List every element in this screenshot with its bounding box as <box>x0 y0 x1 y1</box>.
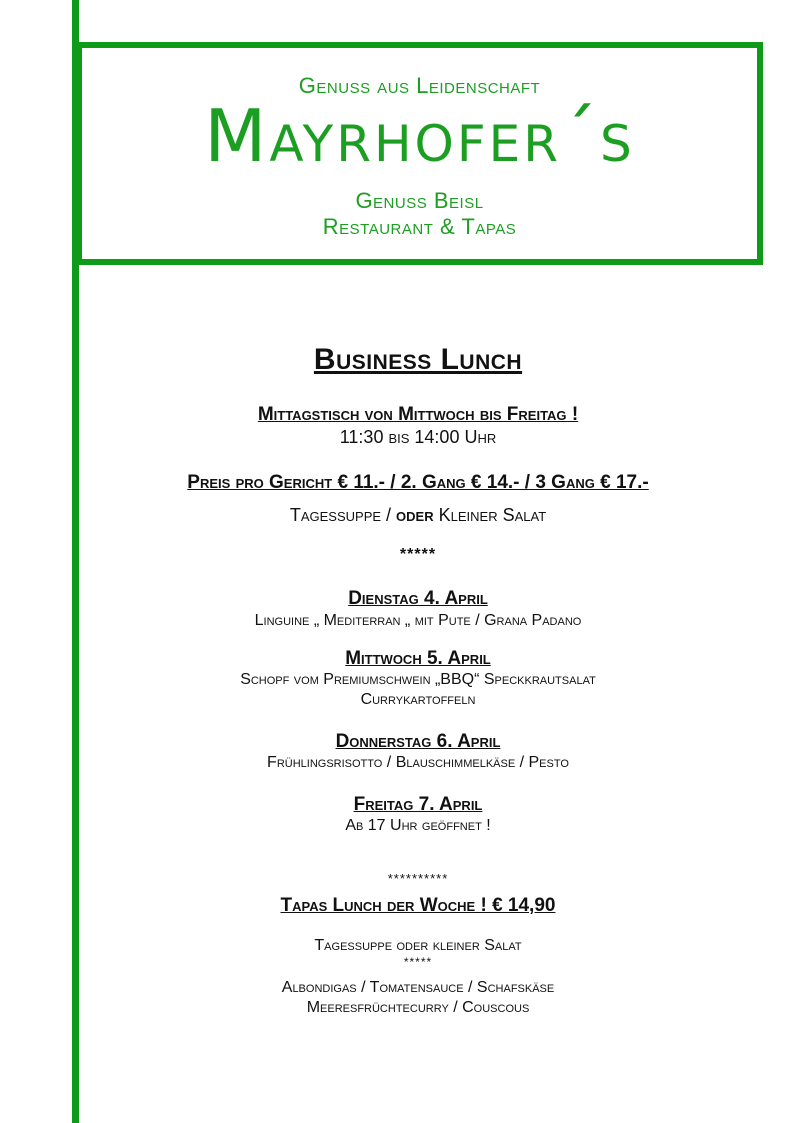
restaurant-name: Mayrhofer´s <box>204 94 635 178</box>
starter-or: oder <box>396 505 434 525</box>
subtitle-restaurant-tapas: Restaurant & Tapas <box>322 214 517 239</box>
menu-title: Business Lunch <box>313 343 523 376</box>
tapas-heading: Tapas Lunch der Woche ! € 14,90 <box>280 895 556 916</box>
service-heading: Mittagstisch von Mittwoch bis Freitag ! <box>257 404 579 425</box>
day-heading: Freitag 7. April <box>353 794 483 815</box>
day-dish: Ab 17 Uhr geöffnet ! <box>345 817 491 834</box>
starter-soup: Tagessuppe / <box>289 505 397 525</box>
day-dish: Schopf vom Premiumschwein „BBQ“ Speckkrautsalat <box>240 671 596 688</box>
separator-3: ***** <box>403 955 433 969</box>
price-line: Preis pro Gericht € 11.- / 2. Gang € 14.- / 3 Gang € 17.- <box>187 472 649 493</box>
separator-1: ***** <box>399 546 437 563</box>
tagline: Genuss aus Leidenschaft <box>298 73 541 98</box>
tapas-item: Albondigas / Tomatensauce / Schafskäse <box>281 979 555 996</box>
tapas-starter: Tagessuppe oder kleiner Salat <box>314 937 522 954</box>
tapas-item: Meeresfrüchtecurry / Couscous <box>306 999 530 1016</box>
service-hours: 11:30 bis 14:00 Uhr <box>339 427 497 447</box>
day-heading: Mittwoch 5. April <box>345 648 491 669</box>
subtitle-genuss-beisl: Genuss Beisl <box>355 188 484 213</box>
day-heading: Donnerstag 6. April <box>335 731 501 752</box>
header-box <box>76 42 763 265</box>
starter-line <box>82 505 754 526</box>
separator-2: ********** <box>387 871 449 886</box>
day-dish: Linguine „ Mediterran „ mit Pute / Grana Padano <box>254 612 582 629</box>
day-dish: Currykartoffeln <box>360 691 476 708</box>
day-dish: Frühlingsrisotto / Blauschimmelkäse / Pesto <box>267 754 569 771</box>
day-heading: Dienstag 4. April <box>348 588 488 609</box>
starter-salad: Kleiner Salat <box>433 505 547 525</box>
